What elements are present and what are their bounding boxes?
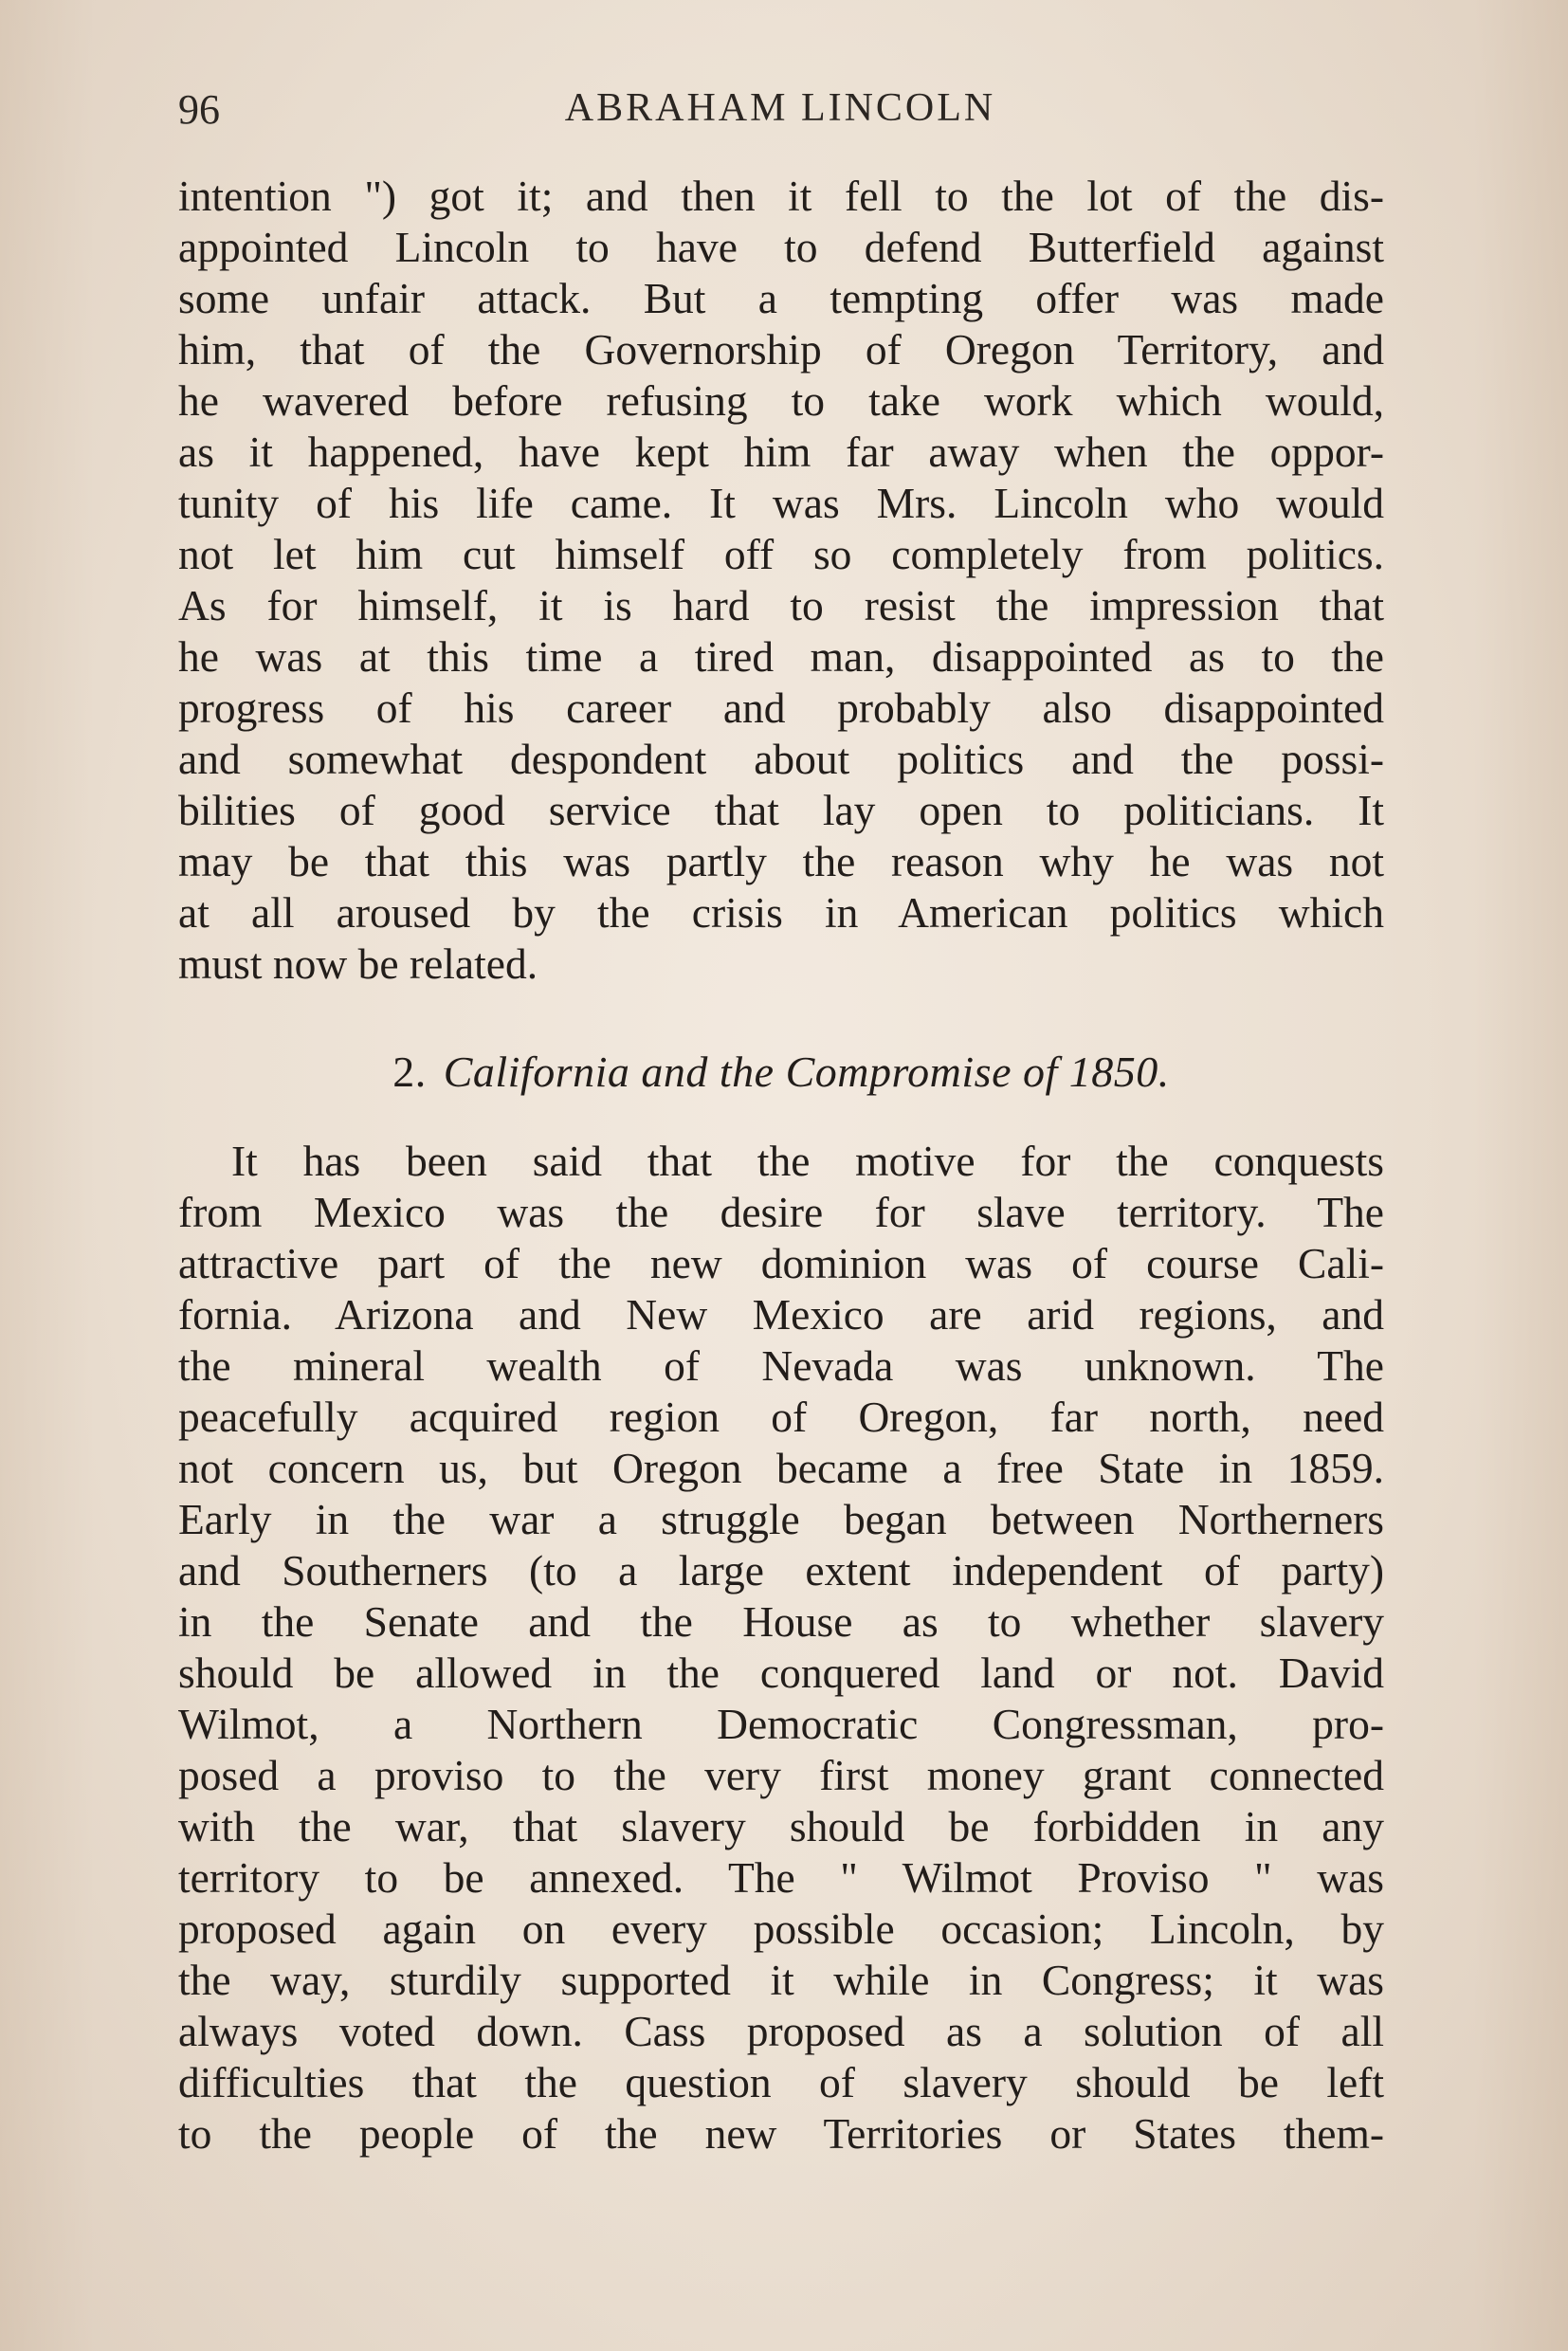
text-line: difficulties that the question of slavery should be left [178, 2058, 1384, 2106]
text-line: It has been said that the motive for the conquests [231, 1137, 1384, 1185]
text-line: and somewhat despondent about politics and the possi- [178, 735, 1384, 783]
text-line: attractive part of the new dominion was of course Cali- [178, 1239, 1384, 1287]
running-title: ABRAHAM LINCOLN [564, 86, 996, 130]
text-line: not let him cut himself off so completely from politics. [178, 530, 1384, 578]
text-line: Early in the war a struggle began between Northerners [178, 1495, 1384, 1543]
section-heading [178, 1047, 1384, 1098]
text-line: appointed Lincoln to have to defend Butterfield against [178, 223, 1384, 271]
text-line: with the war, that slavery should be forbidden in any [178, 1802, 1384, 1850]
running-head [178, 85, 1382, 142]
text-line: the way, sturdily supported it while in Congress; it was [178, 1956, 1384, 2004]
text-line: posed a proviso to the very first money grant connected [178, 1751, 1384, 1799]
text-line: As for himself, it is hard to resist the impression that [178, 581, 1384, 629]
paragraph-2 [178, 1136, 1384, 2160]
text-line: peacefully acquired region of Oregon, far north, need [178, 1393, 1384, 1441]
text-line: always voted down. Cass proposed as a solution of all [178, 2007, 1384, 2055]
text-line: tunity of his life came. It was Mrs. Lincoln who would [178, 479, 1384, 527]
text-line: Wilmot, a Northern Democratic Congressman, pro- [178, 1700, 1384, 1748]
text-line: may be that this was partly the reason why he was not [178, 837, 1384, 885]
text-line: at all aroused by the crisis in American politics which [178, 888, 1384, 937]
text-line: he wavered before refusing to take work which would, [178, 376, 1384, 425]
text-line: him, that of the Governorship of Oregon Territory, and [178, 325, 1384, 374]
text-line: to the people of the new Territories or States them- [178, 2109, 1384, 2158]
text-line: intention ") got it; and then it fell to the lot of the dis- [178, 172, 1384, 220]
text-line: from Mexico was the desire for slave territory. The [178, 1188, 1384, 1236]
section-number: 2. [392, 1048, 427, 1096]
text-line: must now be related. [178, 939, 538, 988]
text-line: some unfair attack. But a tempting offer was made [178, 274, 1384, 322]
text-line: progress of his career and probably also disappointed [178, 683, 1384, 732]
text-line: fornia. Arizona and New Mexico are arid regions, and [178, 1290, 1384, 1339]
text-line: territory to be annexed. The " Wilmot Proviso " was [178, 1853, 1384, 1902]
text-line: in the Senate and the House as to whether slavery [178, 1597, 1384, 1646]
text-block [178, 171, 1384, 2160]
paragraph-1 [178, 171, 1384, 990]
text-line: he was at this time a tired man, disappointed as to the [178, 632, 1384, 681]
text-line: should be allowed in the conquered land or not. David [178, 1649, 1384, 1697]
text-line: bilities of good service that lay open to politicians. It [178, 786, 1384, 834]
text-line: as it happened, have kept him far away when the oppor- [178, 428, 1384, 476]
section-title: California and the Compromise of 1850. [443, 1048, 1170, 1096]
text-line: and Southerners (to a large extent independent of party) [178, 1546, 1384, 1595]
text-line: not concern us, but Oregon became a free State in 1859. [178, 1444, 1384, 1492]
text-line: the mineral wealth of Nevada was unknown. The [178, 1341, 1384, 1390]
page-number: 96 [178, 86, 220, 133]
text-line: proposed again on every possible occasion; Lincoln, by [178, 1904, 1384, 1953]
